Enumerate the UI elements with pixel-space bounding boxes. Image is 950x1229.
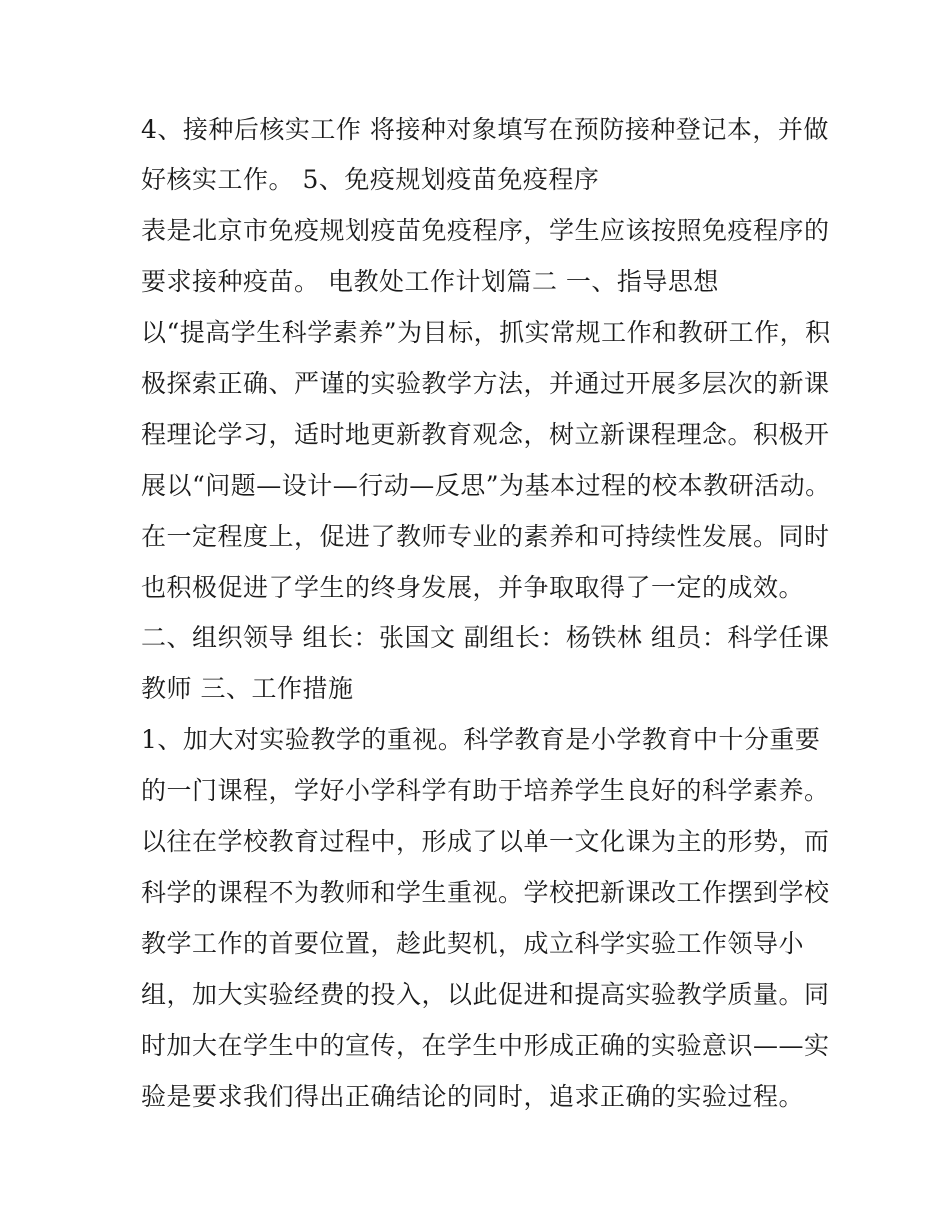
text-line: 表是北京市免疫规划疫苗免疫程序，学生应该按照免疫程序的 — [141, 216, 830, 245]
text-line: 教师 三、工作措施 — [141, 674, 354, 703]
text-line: 科学的课程不为教师和学生重视。学校把新课改工作摆到学校 — [141, 878, 830, 907]
text-line: 二、组织领导 组长：张国文 副组长：杨铁林 组员：科学任课 — [141, 623, 830, 652]
text-line: 程理论学习，适时地更新教育观念，树立新课程理念。积极开 — [141, 420, 830, 449]
text-line: 好核实工作。 5、免疫规划疫苗免疫程序 — [141, 165, 600, 194]
text-line: 的一门课程，学好小学科学有助于培养学生良好的科学素养。 — [141, 776, 830, 805]
text-line: 4、接种后核实工作 将接种对象填写在预防接种登记本，并做 — [141, 115, 829, 144]
text-line: 时加大在学生中的宣传，在学生中形成正确的实验意识——实 — [141, 1031, 830, 1060]
text-line: 1、加大对实验教学的重视。科学教育是小学教育中十分重要 — [141, 725, 821, 754]
text-line: 极探索正确、严谨的实验教学方法，并通过开展多层次的新课 — [141, 369, 830, 398]
text-line: 展以“问题—设计—行动—反思”为基本过程的校本教研活动。 — [141, 471, 831, 500]
text-line: 教学工作的首要位置，趁此契机，成立科学实验工作领导小 — [141, 929, 805, 958]
text-line: 验是要求我们得出正确结论的同时，追求正确的实验过程。 — [141, 1082, 805, 1111]
text-line: 在一定程度上，促进了教师专业的素养和可持续性发展。同时 — [141, 522, 830, 551]
text-line: 以“提高学生科学素养”为目标，抓实常规工作和教研工作，积 — [141, 318, 831, 347]
text-line: 也积极促进了学生的终身发展，并争取取得了一定的成效。 — [141, 573, 805, 602]
text-line: 以往在学校教育过程中，形成了以单一文化课为主的形势，而 — [141, 827, 830, 856]
text-line: 要求接种疫苗。 电教处工作计划篇二 一、指导思想 — [141, 267, 719, 296]
text-line: 组，加大实验经费的投入，以此促进和提高实验教学质量。同 — [141, 980, 830, 1009]
